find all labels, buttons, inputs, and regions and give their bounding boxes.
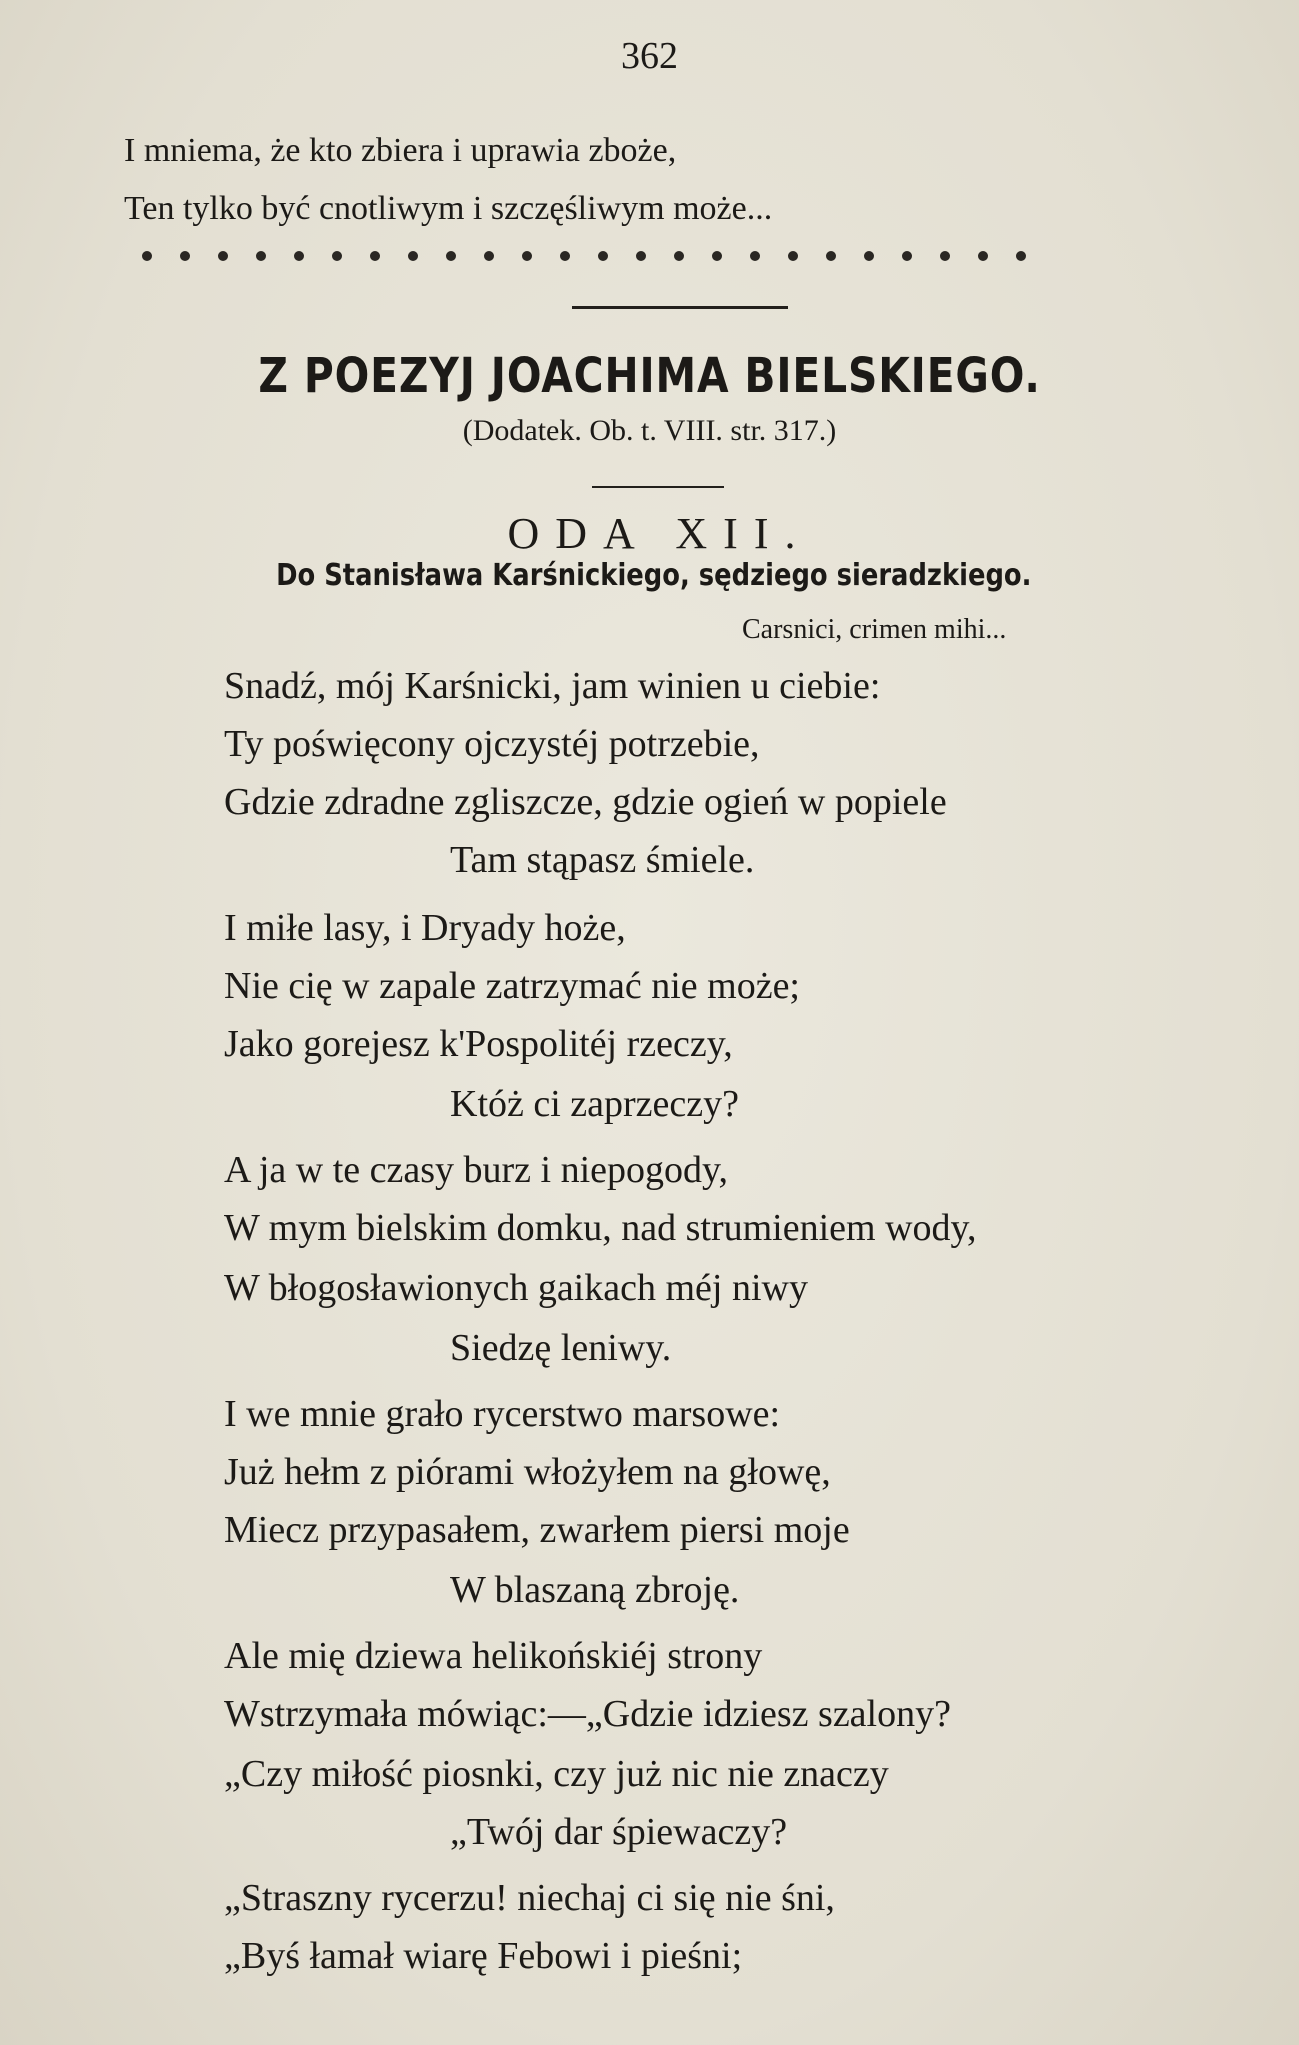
ellipsis-dot [218,251,228,261]
verse-line: I miłe lasy, i Dryady hoże, [224,907,626,949]
ellipsis-dot [180,251,190,261]
ellipsis-dot [560,251,570,261]
intro-line-2: Ten tylko być cnotliwym i szczęśliwym może... [124,190,773,227]
verse-line: „Byś łamał wiarę Febowi i pieśni; [224,1935,743,1977]
verse-line: I we mnie grało rycerstwo marsowe: [224,1393,781,1435]
ellipsis-dot [294,251,304,261]
ellipsis-dot [370,251,380,261]
ellipsis-dot [636,251,646,261]
ellipsis-dot [978,251,988,261]
verse-line: Ty poświęcony ojczystéj potrzebie, [224,723,760,765]
verse-line: Wstrzymała mówiąc:—„Gdzie idziesz szalony? [224,1693,951,1735]
section-title: Z POEZYJ JOACHIMA BIELSKIEGO. [258,348,1041,404]
ellipsis-dot [598,251,608,261]
verse-line: Snadź, mój Karśnicki, jam winien u ciebie: [224,665,881,707]
verse-line: W mym bielskim domku, nad strumieniem wody, [224,1207,977,1249]
ellipsis-dot [712,251,722,261]
ellipsis-dot [750,251,760,261]
verse-line-refrain: Któż ci zaprzeczy? [450,1083,740,1125]
ode-title: ODA XII. [507,509,812,558]
ellipsis-dot [484,251,494,261]
verse-line: „Straszny rycerzu! niechaj ci się nie śni, [224,1877,835,1919]
ellipsis-dot [902,251,912,261]
divider-rule-top [572,306,788,309]
verse-line: A ja w te czasy burz i niepogody, [224,1149,729,1191]
verse-line: W błogosławionych gaikach méj niwy [224,1267,808,1309]
verse-line-refrain: „Twój dar śpiewaczy? [450,1811,788,1853]
ellipsis-dot [940,251,950,261]
divider-rule-ode [592,486,724,488]
ellipsis-dot [446,251,456,261]
verse-line-refrain: W blaszaną zbroję. [450,1569,740,1611]
ellipsis-dot-row [142,248,1062,268]
verse-line: Jako gorejesz k'Pospolitéj rzeczy, [224,1023,733,1065]
verse-line-refrain: Tam stąpasz śmiele. [450,839,755,881]
ellipsis-dot [256,251,266,261]
ellipsis-dot [674,251,684,261]
verse-line: Ale mię dziewa helikońskiéj strony [224,1635,763,1677]
verse-line: Gdzie zdradne zgliszcze, gdzie ogień w popiele [224,781,947,823]
ellipsis-dot [1016,251,1026,261]
ellipsis-dot [522,251,532,261]
section-reference: (Dodatek. Ob. t. VIII. str. 317.) [462,414,837,447]
verse-line: „Czy miłość piosnki, czy już nic nie znaczy [224,1753,889,1795]
verse-line: Nie cię w zapale zatrzymać nie może; [224,965,800,1007]
ellipsis-dot [142,251,152,261]
ode-motto: Carsnici, crimen mihi... [742,614,1007,645]
verse-line: Miecz przypasałem, zwarłem piersi moje [224,1509,850,1551]
page-number: 362 [621,35,678,77]
intro-line-1: I mniema, że kto zbiera i uprawia zboże, [124,132,677,169]
verse-line: Już hełm z piórami włożyłem na głowę, [224,1451,831,1493]
ellipsis-dot [788,251,798,261]
ode-dedication: Do Stanisława Karśnickiego, sędziego sieradzkiego. [276,558,1032,593]
ellipsis-dot [408,251,418,261]
ellipsis-dot [864,251,874,261]
verse-line-refrain: Siedzę leniwy. [450,1327,672,1369]
ellipsis-dot [332,251,342,261]
ellipsis-dot [826,251,836,261]
